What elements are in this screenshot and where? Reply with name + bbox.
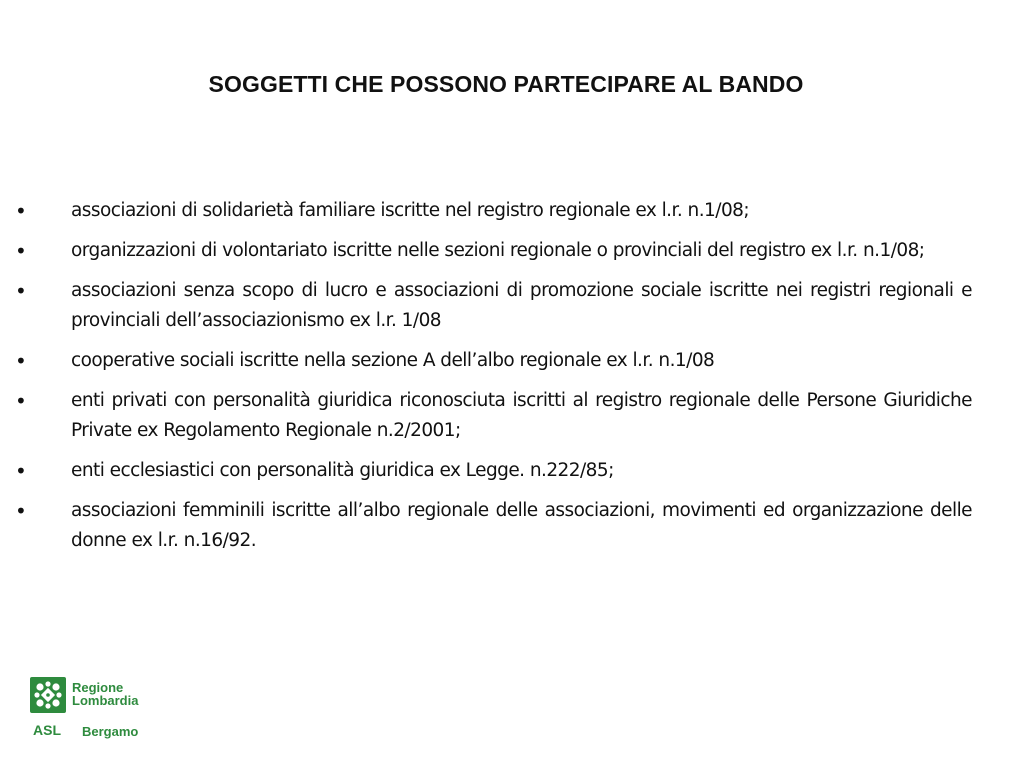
asl-bergamo-logo xyxy=(30,677,170,747)
list-item-text: associazioni femminili iscritte all’albo regionale delle associazioni, movimenti ed organizzazione delle donne ex l.r. n.16/92. xyxy=(71,500,972,551)
list-item xyxy=(14,386,972,446)
list-item-text: associazioni di solidarietà familiare iscritte nel registro regionale ex l.r. n.1/08; xyxy=(71,200,750,221)
bullet-icon: • xyxy=(15,499,27,523)
bullet-icon: • xyxy=(15,199,27,223)
list-item-text: cooperative sociali iscritte nella sezione A dell’albo regionale ex l.r. n.1/08 xyxy=(71,350,715,371)
list-item xyxy=(14,346,972,376)
list-item-text: enti privati con personalità giuridica riconosciuta iscritti al registro regionale delle Persone Giuridiche Private ex Regolamento Regionale n.2/2001; xyxy=(71,390,972,441)
bullet-icon: • xyxy=(15,239,27,263)
lombardy-rose-icon xyxy=(30,677,66,713)
list-item xyxy=(14,276,972,336)
eligible-subjects-list xyxy=(14,196,972,566)
list-item xyxy=(14,196,972,226)
list-item xyxy=(14,456,972,486)
bullet-icon: • xyxy=(15,279,27,303)
bullet-icon: • xyxy=(15,389,27,413)
logo-org-name: ASL xyxy=(33,722,61,738)
list-item xyxy=(14,236,972,266)
bullet-icon: • xyxy=(15,459,27,483)
list-item-text: associazioni senza scopo di lucro e associazioni di promozione sociale iscritte nei registri regionali e provinciali dell’associazionismo ex l.r. 1/08 xyxy=(71,280,972,331)
list-item-text: enti ecclesiastici con personalità giuridica ex Legge. n.222/85; xyxy=(71,460,614,481)
logo-region-name xyxy=(72,681,138,707)
logo-city-name: Bergamo xyxy=(82,724,139,739)
list-item xyxy=(14,496,972,556)
logo-region-line2: Lombardia xyxy=(72,693,139,708)
slide-title: SOGGETTI CHE POSSONO PARTECIPARE AL BANDO xyxy=(208,71,804,97)
logo-region-line1: Regione xyxy=(72,680,124,695)
bullet-icon: • xyxy=(15,349,27,373)
list-item-text: organizzazioni di volontariato iscritte nelle sezioni regionale o provinciali del registro ex l.r. n.1/08; xyxy=(71,240,925,261)
